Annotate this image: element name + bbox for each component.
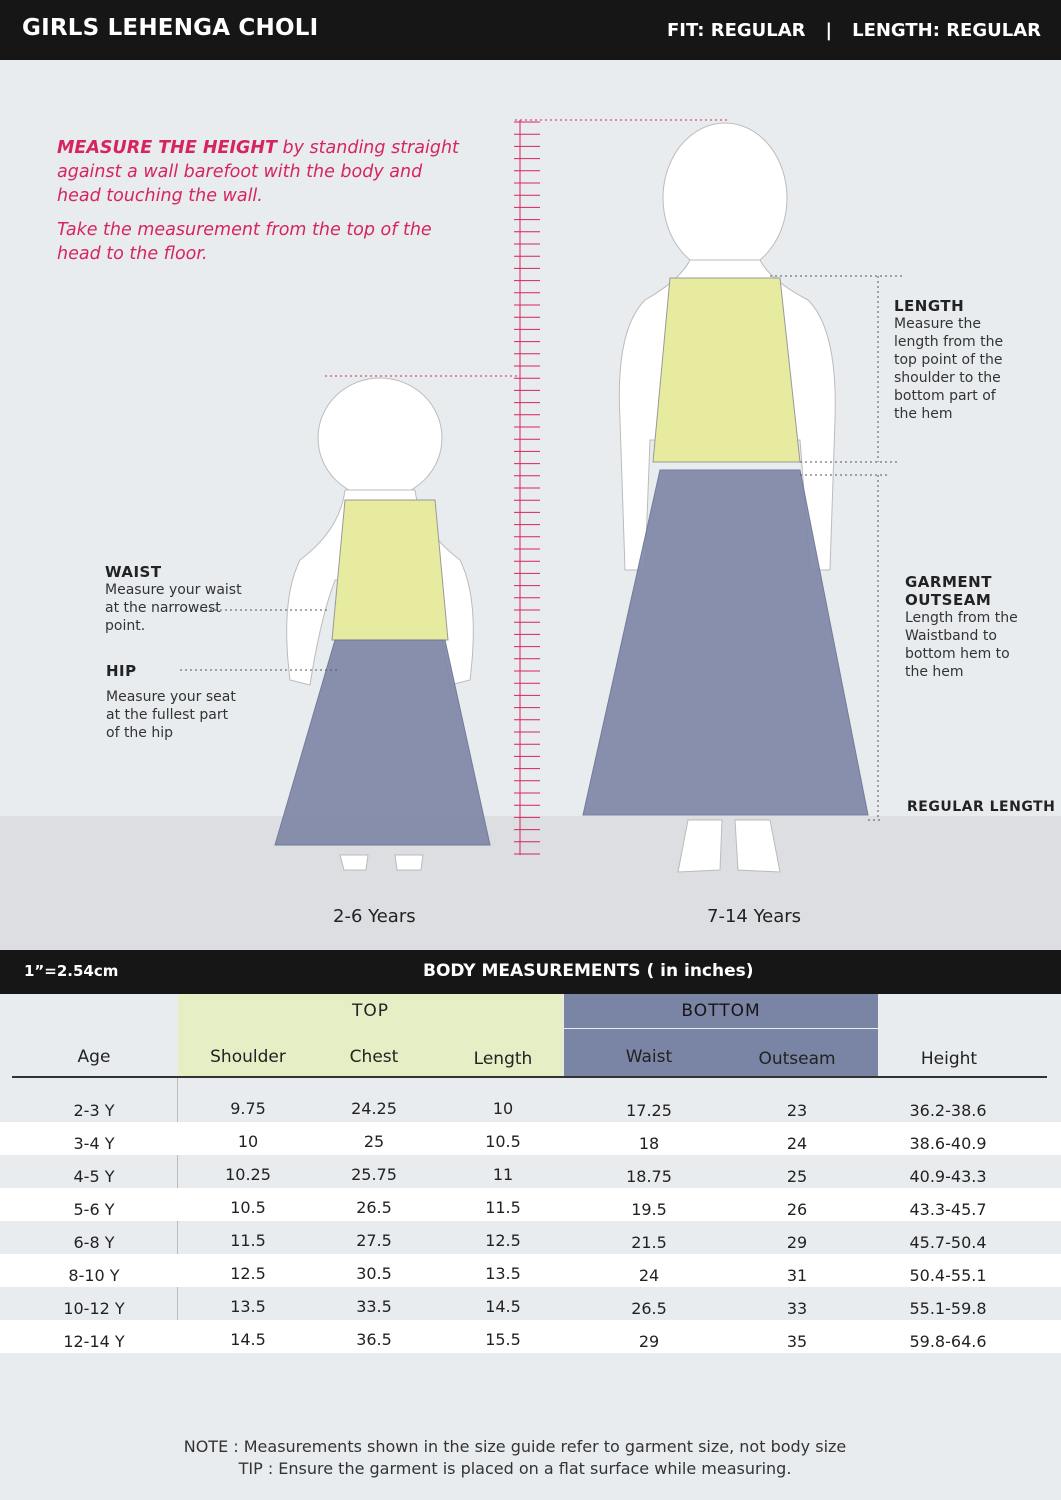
cell-age: 12-14 Y	[63, 1332, 125, 1351]
cell-waist: 18.75	[626, 1167, 672, 1186]
cell-chest: 30.5	[356, 1264, 392, 1283]
hip-title: HIP	[106, 662, 137, 680]
waist-desc: Measure your waist at the narrowest point.	[105, 582, 242, 634]
length-title: LENGTH	[894, 297, 965, 315]
cell-shoulder: 11.5	[230, 1231, 266, 1250]
tip-text: TIP : Ensure the garment is placed on a flat surface while measuring.	[238, 1459, 792, 1478]
length-label: LENGTH: REGULAR	[852, 20, 1041, 41]
footer-notes	[0, 1436, 1030, 1480]
cell-length: 10.5	[485, 1132, 521, 1151]
table-title-bar	[0, 950, 1061, 994]
instruction-text-1: by standing straight against a wall barefoot with the body and head touching the wall.	[57, 138, 459, 206]
cell-height: 45.7-50.4	[909, 1233, 987, 1252]
instruction-highlight: MEASURE THE HEIGHT	[57, 138, 277, 158]
note-text: NOTE : Measurements shown in the size guide refer to garment size, not body size	[183, 1437, 847, 1456]
cell-outseam: 24	[786, 1134, 808, 1153]
cell-height: 36.2-38.6	[909, 1101, 987, 1120]
cell-chest: 27.5	[356, 1231, 392, 1250]
col-header-height: Height	[920, 1049, 978, 1069]
table-title: BODY MEASUREMENTS ( in inches)	[423, 961, 754, 981]
cell-length: 13.5	[485, 1264, 521, 1283]
cell-outseam: 26	[786, 1200, 808, 1219]
cell-height: 55.1-59.8	[909, 1299, 987, 1318]
cell-chest: 36.5	[356, 1330, 392, 1349]
height-ruler	[514, 120, 540, 855]
outseam-title: GARMENT OUTSEAM	[905, 573, 992, 609]
col-header-length: Length	[473, 1049, 533, 1069]
cell-waist: 24	[638, 1266, 660, 1285]
bottom-group-divider	[564, 1028, 878, 1029]
waist-title: WAIST	[105, 563, 162, 581]
cell-height: 43.3-45.7	[909, 1200, 987, 1219]
cell-age: 10-12 Y	[63, 1299, 125, 1318]
length-desc: Measure the length from the top point of the shoulder to the bottom part of the hem	[894, 316, 1004, 422]
cell-chest: 25.75	[351, 1165, 397, 1184]
cell-waist: 19.5	[631, 1200, 667, 1219]
cell-age: 6-8 Y	[73, 1233, 115, 1252]
regular-length-label: REGULAR LENGTH	[907, 799, 1056, 815]
waist-label	[105, 563, 255, 635]
cell-waist: 26.5	[631, 1299, 667, 1318]
cell-age: 4-5 Y	[73, 1167, 115, 1186]
unit-conversion: 1”=2.54cm	[24, 962, 119, 980]
cell-outseam: 29	[786, 1233, 808, 1252]
cell-height: 40.9-43.3	[909, 1167, 987, 1186]
cell-waist: 18	[638, 1134, 660, 1153]
col-header-age: Age	[77, 1047, 111, 1067]
cell-shoulder: 9.75	[230, 1099, 266, 1118]
cell-outseam: 23	[786, 1101, 808, 1120]
cell-length: 14.5	[485, 1297, 521, 1316]
cell-length: 11.5	[485, 1198, 521, 1217]
cell-age: 8-10 Y	[68, 1266, 120, 1285]
cell-shoulder: 10.25	[225, 1165, 271, 1184]
header-bar	[0, 0, 1061, 60]
group-top-label: TOP	[351, 1001, 390, 1021]
cell-outseam: 25	[786, 1167, 808, 1186]
hip-desc: Measure your seat at the fullest part of the hip	[106, 689, 236, 741]
header-rule	[12, 1076, 1047, 1078]
col-header-waist: Waist	[625, 1047, 673, 1067]
cell-height: 38.6-40.9	[909, 1134, 987, 1153]
cell-length: 10	[492, 1099, 514, 1118]
cell-height: 50.4-55.1	[909, 1266, 987, 1285]
fit-length-info	[667, 20, 1041, 41]
cell-waist: 17.25	[626, 1101, 672, 1120]
instruction-paragraph-2: Take the measurement from the top of the head to the floor.	[57, 220, 432, 264]
small-figure-caption: 2-6 Years	[333, 906, 416, 927]
cell-outseam: 31	[786, 1266, 808, 1285]
cell-waist: 29	[638, 1332, 660, 1351]
cell-length: 12.5	[485, 1231, 521, 1250]
hip-label	[106, 662, 246, 742]
cell-shoulder: 14.5	[230, 1330, 266, 1349]
illustration-panel	[0, 60, 1061, 950]
cell-shoulder: 10	[237, 1132, 259, 1151]
cell-outseam: 35	[786, 1332, 808, 1351]
small-girl-figure	[275, 378, 490, 870]
outseam-desc: Length from the Waistband to bottom hem to the hem	[905, 610, 1018, 680]
cell-chest: 24.25	[351, 1099, 397, 1118]
col-header-shoulder: Shoulder	[210, 1047, 286, 1067]
instruction-paragraph-1	[57, 136, 467, 208]
cell-length: 11	[492, 1165, 514, 1184]
cell-outseam: 33	[786, 1299, 808, 1318]
cell-age: 5-6 Y	[73, 1200, 115, 1219]
cell-height: 59.8-64.6	[909, 1332, 987, 1351]
cell-age: 2-3 Y	[73, 1101, 115, 1120]
fit-label: FIT: REGULAR	[666, 20, 806, 41]
length-label-block	[894, 297, 1019, 423]
cell-chest: 33.5	[356, 1297, 392, 1316]
large-girl-figure	[583, 123, 868, 872]
cell-waist: 21.5	[631, 1233, 667, 1252]
col-header-outseam: Outseam	[758, 1049, 836, 1069]
large-figure-caption: 7-14 Years	[707, 906, 802, 927]
page-title: GIRLS LEHENGA CHOLI	[22, 15, 319, 41]
height-instructions	[57, 136, 467, 276]
cell-chest: 26.5	[356, 1198, 392, 1217]
cell-shoulder: 13.5	[230, 1297, 266, 1316]
cell-length: 15.5	[485, 1330, 521, 1349]
cell-shoulder: 10.5	[230, 1198, 266, 1217]
cell-shoulder: 12.5	[230, 1264, 266, 1283]
cell-age: 3-4 Y	[73, 1134, 115, 1153]
col-header-chest: Chest	[349, 1047, 399, 1067]
group-bottom-label: BOTTOM	[681, 1001, 761, 1021]
separator: |	[825, 20, 833, 41]
outseam-label-block	[905, 573, 1030, 681]
cell-chest: 25	[363, 1132, 385, 1151]
